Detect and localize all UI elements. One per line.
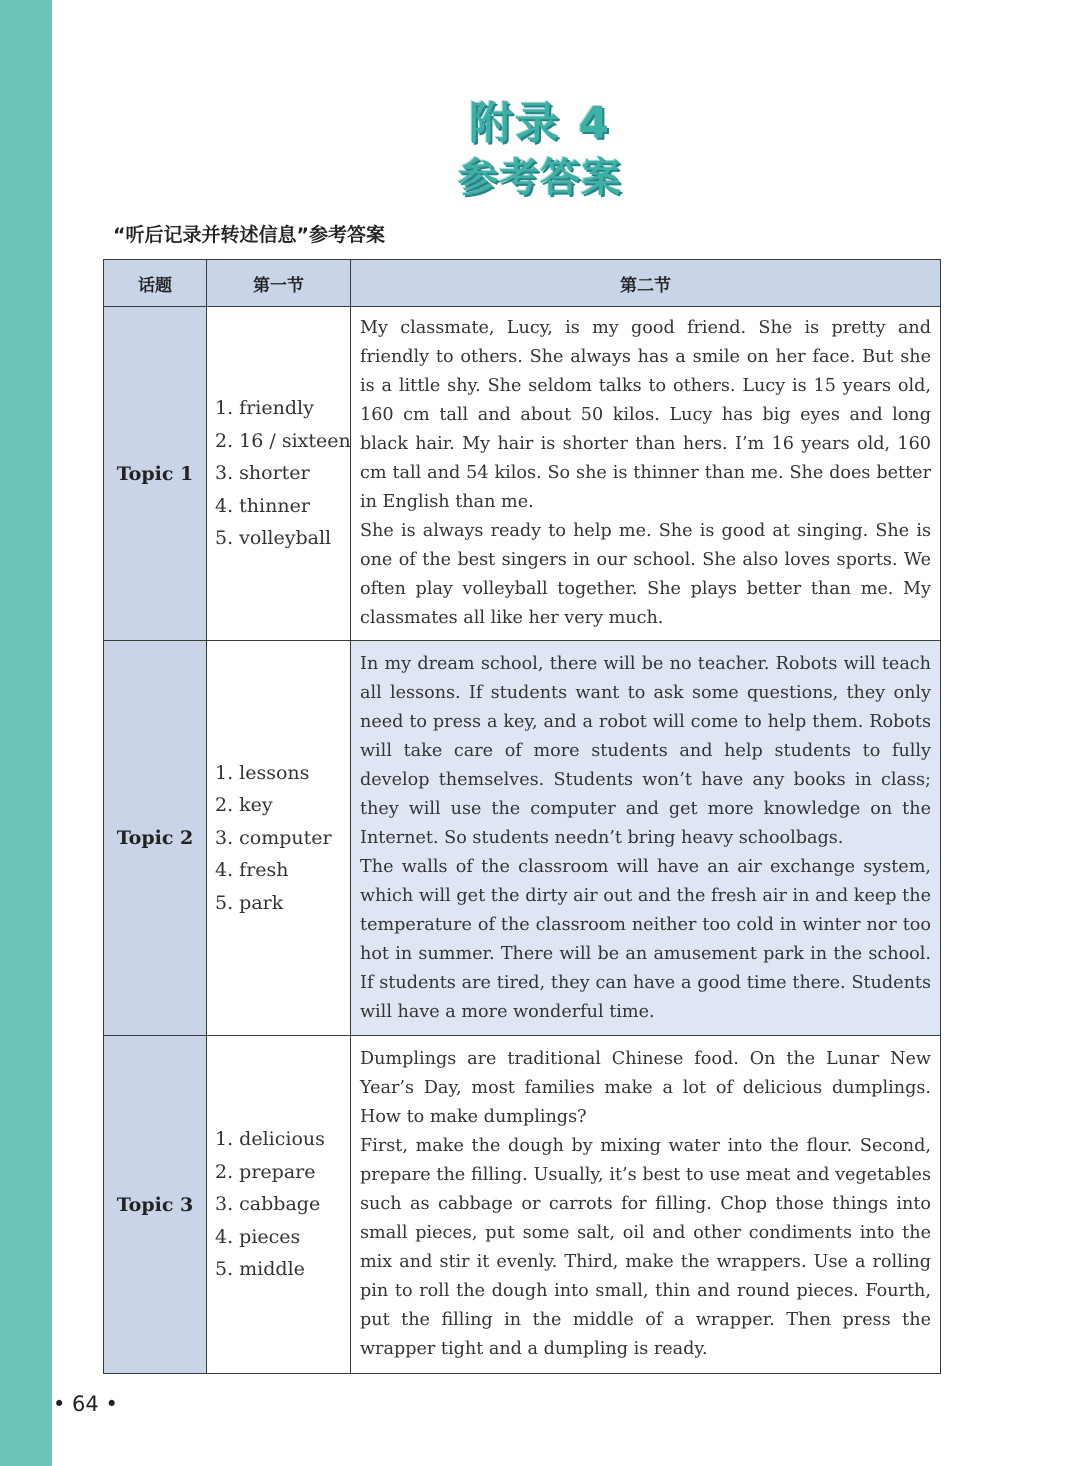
table-row — [104, 641, 941, 1036]
passage-paragraph: She is always ready to help me. She is good at singing. She is one of the best singers in our school. She also loves sports. We often play volleyball together. She plays better than me. My classmates all like her very much. — [360, 521, 931, 628]
topic-label: Topic 3 — [104, 1036, 207, 1374]
passage-cell — [351, 307, 941, 641]
answer-item: 3. cabbage — [215, 1193, 321, 1216]
passage-paragraph: The walls of the classroom will have an air exchange system, which will get the dirty air out and the fresh air in and keep the temperature of the classroom neither too cold in winter nor too hot in summer. There will be an amusement park in the school. If students are tired, they can have a good time there. Students will have a more wonderful time. — [360, 856, 931, 1022]
answer-item: 1. lessons — [215, 761, 310, 784]
page-number: • 64 • — [53, 1392, 118, 1416]
answer-item: 4. pieces — [215, 1225, 301, 1248]
answer-item: 5. middle — [215, 1258, 305, 1281]
answer-item: 1. delicious — [215, 1128, 325, 1151]
answers-list — [207, 1036, 351, 1374]
header-section-one: 第一节 — [207, 260, 351, 307]
table-row — [104, 307, 941, 641]
table-header-row — [104, 260, 941, 307]
answer-item: 2. key — [215, 794, 273, 817]
passage-paragraph: My classmate, Lucy, is my good friend. She is pretty and friendly to others. She always has a smile on her face. But she is a little shy. She seldom talks to others. Lucy is 15 years old, 160 cm tall and about 50 kilos. Lucy has big eyes and long black hair. My hair is shorter than hers. I’m 16 years old, 160 cm tall and 54 kilos. So she is thinner than me. She does better in English than me. — [360, 318, 931, 512]
section-heading: “听后记录并转述信息”参考答案 — [113, 224, 385, 246]
answer-item: 4. thinner — [215, 494, 310, 517]
answer-item: 4. fresh — [215, 859, 289, 882]
answer-table — [103, 259, 941, 1374]
passage-paragraph: First, make the dough by mixing water into the flour. Second, prepare the filling. Usually, it’s best to use meat and vegetables such as cabbage or carrots for filling. Chop those things into small pieces, put some salt, oil and other condiments into the mix and stir it evenly. Third, make the wrappers. Use a rolling pin to roll the dough into small, thin and round pieces. Fourth, put the filling in the middle of a wrapper. Then press the wrapper tight and a dumpling is ready. — [360, 1136, 931, 1359]
answers-list — [207, 641, 351, 1036]
answer-item: 3. shorter — [215, 462, 310, 485]
side-color-band — [0, 0, 52, 1466]
header-section-two: 第二节 — [351, 260, 941, 307]
answer-item: 2. prepare — [215, 1160, 316, 1183]
topic-label: Topic 2 — [104, 641, 207, 1036]
appendix-title: 附录 4 — [469, 98, 611, 149]
answers-list — [207, 307, 351, 641]
table-row — [104, 1036, 941, 1374]
topic-label: Topic 1 — [104, 307, 207, 641]
passage-paragraph: Dumplings are traditional Chinese food. On the Lunar New Year’s Day, most families make a lot of delicious dumplings. How to make dumplings? — [360, 1049, 931, 1127]
answer-item: 2. 16 / sixteen — [215, 429, 351, 452]
appendix-subtitle: 参考答案 — [458, 155, 622, 201]
passage-paragraph: In my dream school, there will be no teacher. Robots will teach all lessons. If students want to ask some questions, they only need to press a key, and a robot will come to help them. Robots will take care of more students and help students to fully develop themselves. Students won’t have any books in class; they will use the computer and get more knowledge on the Internet. So students needn’t bring heavy schoolbags. — [360, 653, 931, 848]
title-block — [0, 96, 1080, 204]
answer-item: 5. volleyball — [215, 527, 332, 550]
passage-cell — [351, 1036, 941, 1374]
answer-item: 5. park — [215, 891, 284, 914]
passage-cell — [351, 641, 941, 1036]
header-topic: 话题 — [104, 260, 207, 307]
answer-item: 3. computer — [215, 826, 332, 849]
answer-item: 1. friendly — [215, 397, 314, 420]
